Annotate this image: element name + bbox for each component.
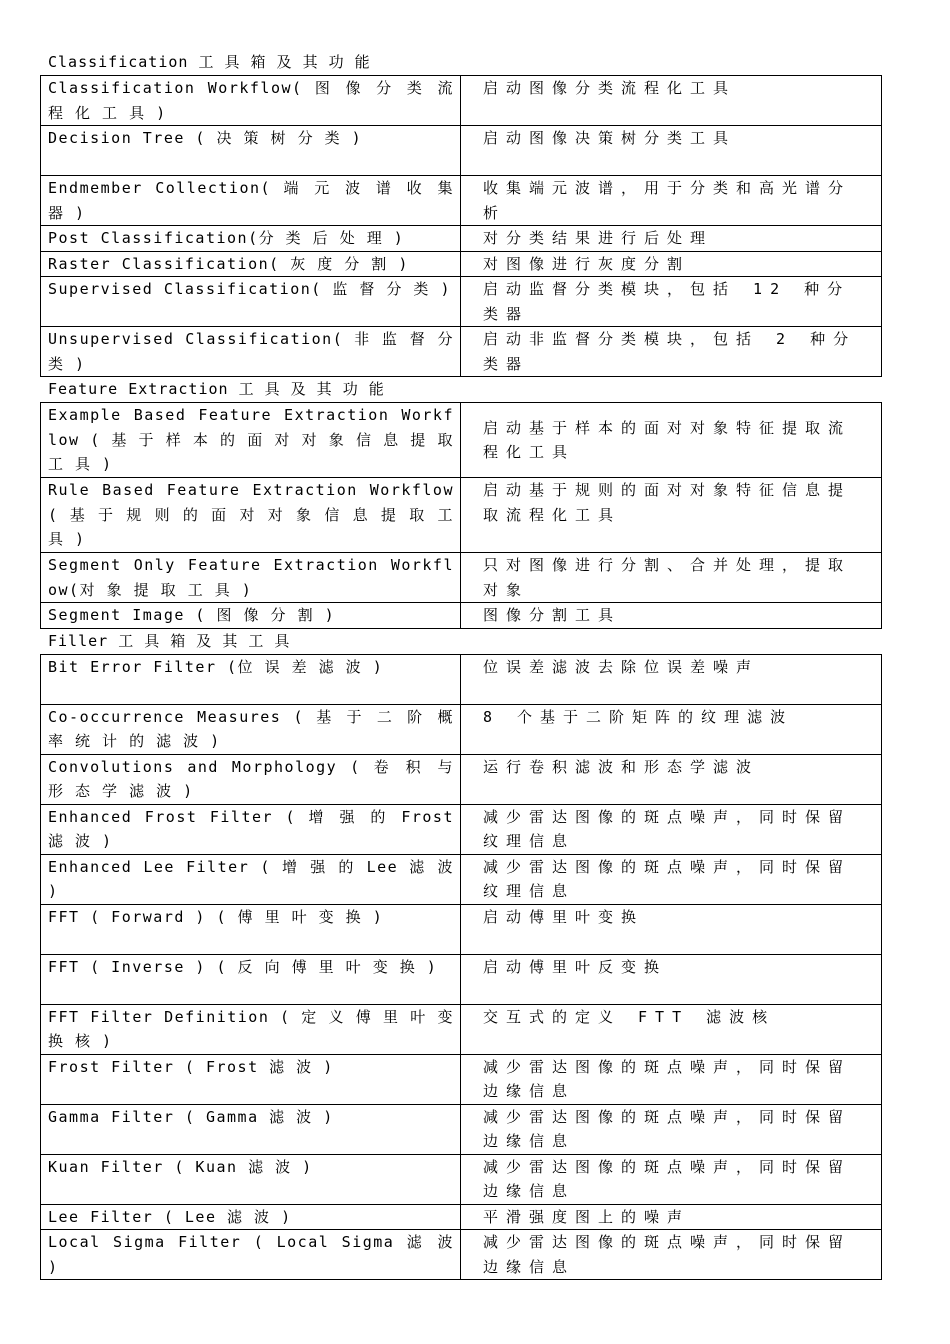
table-row xyxy=(41,327,882,377)
tool-description: 位误差滤波去除位误差噪声 xyxy=(461,654,882,704)
tool-description: 运行卷积滤波和形态学滤波 xyxy=(461,754,882,804)
tool-name: FFT Filter Definition ( 定 义 傅 里 叶 变 换 核 ) xyxy=(41,1004,461,1054)
tool-name: Rule Based Feature Extraction Workflow ( 基 于 规 则 的 面 对 对 象 信 息 提 取 工 具 ) xyxy=(41,478,461,553)
tool-description: 交互式的定义 FTT 滤波核 xyxy=(461,1004,882,1054)
tool-name: Enhanced Lee Filter ( 增 强 的 Lee 滤 波 ) xyxy=(41,854,461,904)
tool-description: 减少雷达图像的斑点噪声，同时保留纹理信息 xyxy=(461,804,882,854)
tool-name: Raster Classification( 灰 度 分 割 ) xyxy=(41,251,461,277)
table-row xyxy=(41,1104,882,1154)
table-row xyxy=(41,553,882,603)
tool-description: 减少雷达图像的斑点噪声，同时保留边缘信息 xyxy=(461,1104,882,1154)
classification-tools-table xyxy=(40,75,882,377)
tool-description: 启动基于规则的面对对象特征信息提取流程化工具 xyxy=(461,478,882,553)
tool-description: 图像分割工具 xyxy=(461,603,882,629)
table-row xyxy=(41,403,882,478)
table-row xyxy=(41,804,882,854)
table-row xyxy=(41,126,882,176)
tool-description: 减少雷达图像的斑点噪声，同时保留边缘信息 xyxy=(461,1154,882,1204)
table-row xyxy=(41,1004,882,1054)
tool-name: Co-occurrence Measures ( 基 于 二 阶 概 率 统 计 的 滤 波 ) xyxy=(41,704,461,754)
tool-description: 平滑强度图上的噪声 xyxy=(461,1204,882,1230)
section-title-feature-extraction: Feature Extraction 工 具 及 其 功 能 xyxy=(48,380,385,398)
tool-name: Convolutions and Morphology ( 卷 积 与 形 态 学 滤 波 ) xyxy=(41,754,461,804)
table-row xyxy=(41,76,882,126)
table-row xyxy=(41,654,882,704)
tool-description: 启动基于样本的面对对象特征提取流程化工具 xyxy=(461,403,882,478)
tool-name: Post Classification(分 类 后 处 理 ) xyxy=(41,226,461,252)
table-row xyxy=(41,954,882,1004)
tool-description: 启动傅里叶反变换 xyxy=(461,954,882,1004)
table-row xyxy=(41,904,882,954)
tool-description: 启动图像决策树分类工具 xyxy=(461,126,882,176)
document-body xyxy=(40,50,857,1280)
tool-name: FFT ( Forward ) ( 傅 里 叶 变 换 ) xyxy=(41,904,461,954)
tool-description: 启动图像分类流程化工具 xyxy=(461,76,882,126)
tool-name: Gamma Filter ( Gamma 滤 波 ) xyxy=(41,1104,461,1154)
table-row xyxy=(41,176,882,226)
tool-description: 减少雷达图像的斑点噪声，同时保留边缘信息 xyxy=(461,1230,882,1280)
table-row xyxy=(41,1054,882,1104)
tool-description: 8 个基于二阶矩阵的纹理滤波 xyxy=(461,704,882,754)
tool-name: Supervised Classification( 监 督 分 类 ) xyxy=(41,277,461,327)
tool-description: 减少雷达图像的斑点噪声，同时保留纹理信息 xyxy=(461,854,882,904)
tool-name: Frost Filter ( Frost 滤 波 ) xyxy=(41,1054,461,1104)
tool-description: 收集端元波谱，用于分类和高光谱分析 xyxy=(461,176,882,226)
feature-extraction-tools-table xyxy=(40,402,882,629)
tool-name: Segment Only Feature Extraction Workflow(对 象 提 取 工 具 ) xyxy=(41,553,461,603)
tool-name: Bit Error Filter (位 误 差 滤 波 ) xyxy=(41,654,461,704)
table-row xyxy=(41,277,882,327)
tool-name: Endmember Collection( 端 元 波 谱 收 集 器 ) xyxy=(41,176,461,226)
tool-name: Segment Image ( 图 像 分 割 ) xyxy=(41,603,461,629)
table-row xyxy=(41,854,882,904)
tool-name: Lee Filter ( Lee 滤 波 ) xyxy=(41,1204,461,1230)
table-row xyxy=(41,1230,882,1280)
tool-description: 启动非监督分类模块，包括 2 种分类器 xyxy=(461,327,882,377)
table-row xyxy=(41,251,882,277)
tool-name: Decision Tree ( 决 策 树 分 类 ) xyxy=(41,126,461,176)
tool-name: FFT ( Inverse ) ( 反 向 傅 里 叶 变 换 ) xyxy=(41,954,461,1004)
tool-name: Enhanced Frost Filter ( 增 强 的 Frost 滤 波 ) xyxy=(41,804,461,854)
tool-name: Classification Workflow( 图 像 分 类 流 程 化 工 具 ) xyxy=(41,76,461,126)
section-title-classification: Classification 工 具 箱 及 其 功 能 xyxy=(48,53,371,71)
table-row xyxy=(41,1204,882,1230)
table-row xyxy=(41,704,882,754)
tool-name: Kuan Filter ( Kuan 滤 波 ) xyxy=(41,1154,461,1204)
tool-description: 启动傅里叶变换 xyxy=(461,904,882,954)
filter-tools-table xyxy=(40,654,882,1281)
tool-name: Unsupervised Classification( 非 监 督 分 类 ) xyxy=(41,327,461,377)
table-row xyxy=(41,226,882,252)
tool-description: 减少雷达图像的斑点噪声，同时保留边缘信息 xyxy=(461,1054,882,1104)
tool-name: Example Based Feature Extraction Workflow ( 基 于 样 本 的 面 对 对 象 信 息 提 取 工 具 ) xyxy=(41,403,461,478)
table-row xyxy=(41,754,882,804)
tool-description: 只对图像进行分割、合并处理，提取对象 xyxy=(461,553,882,603)
table-row xyxy=(41,478,882,553)
section-title-filter: Filler 工 具 箱 及 其 工 具 xyxy=(48,631,291,650)
tool-description: 启动监督分类模块，包括 12 种分类器 xyxy=(461,277,882,327)
tool-name: Local Sigma Filter ( Local Sigma 滤 波 ) xyxy=(41,1230,461,1280)
tool-description: 对分类结果进行后处理 xyxy=(461,226,882,252)
table-row xyxy=(41,603,882,629)
table-row xyxy=(41,1154,882,1204)
tool-description: 对图像进行灰度分割 xyxy=(461,251,882,277)
